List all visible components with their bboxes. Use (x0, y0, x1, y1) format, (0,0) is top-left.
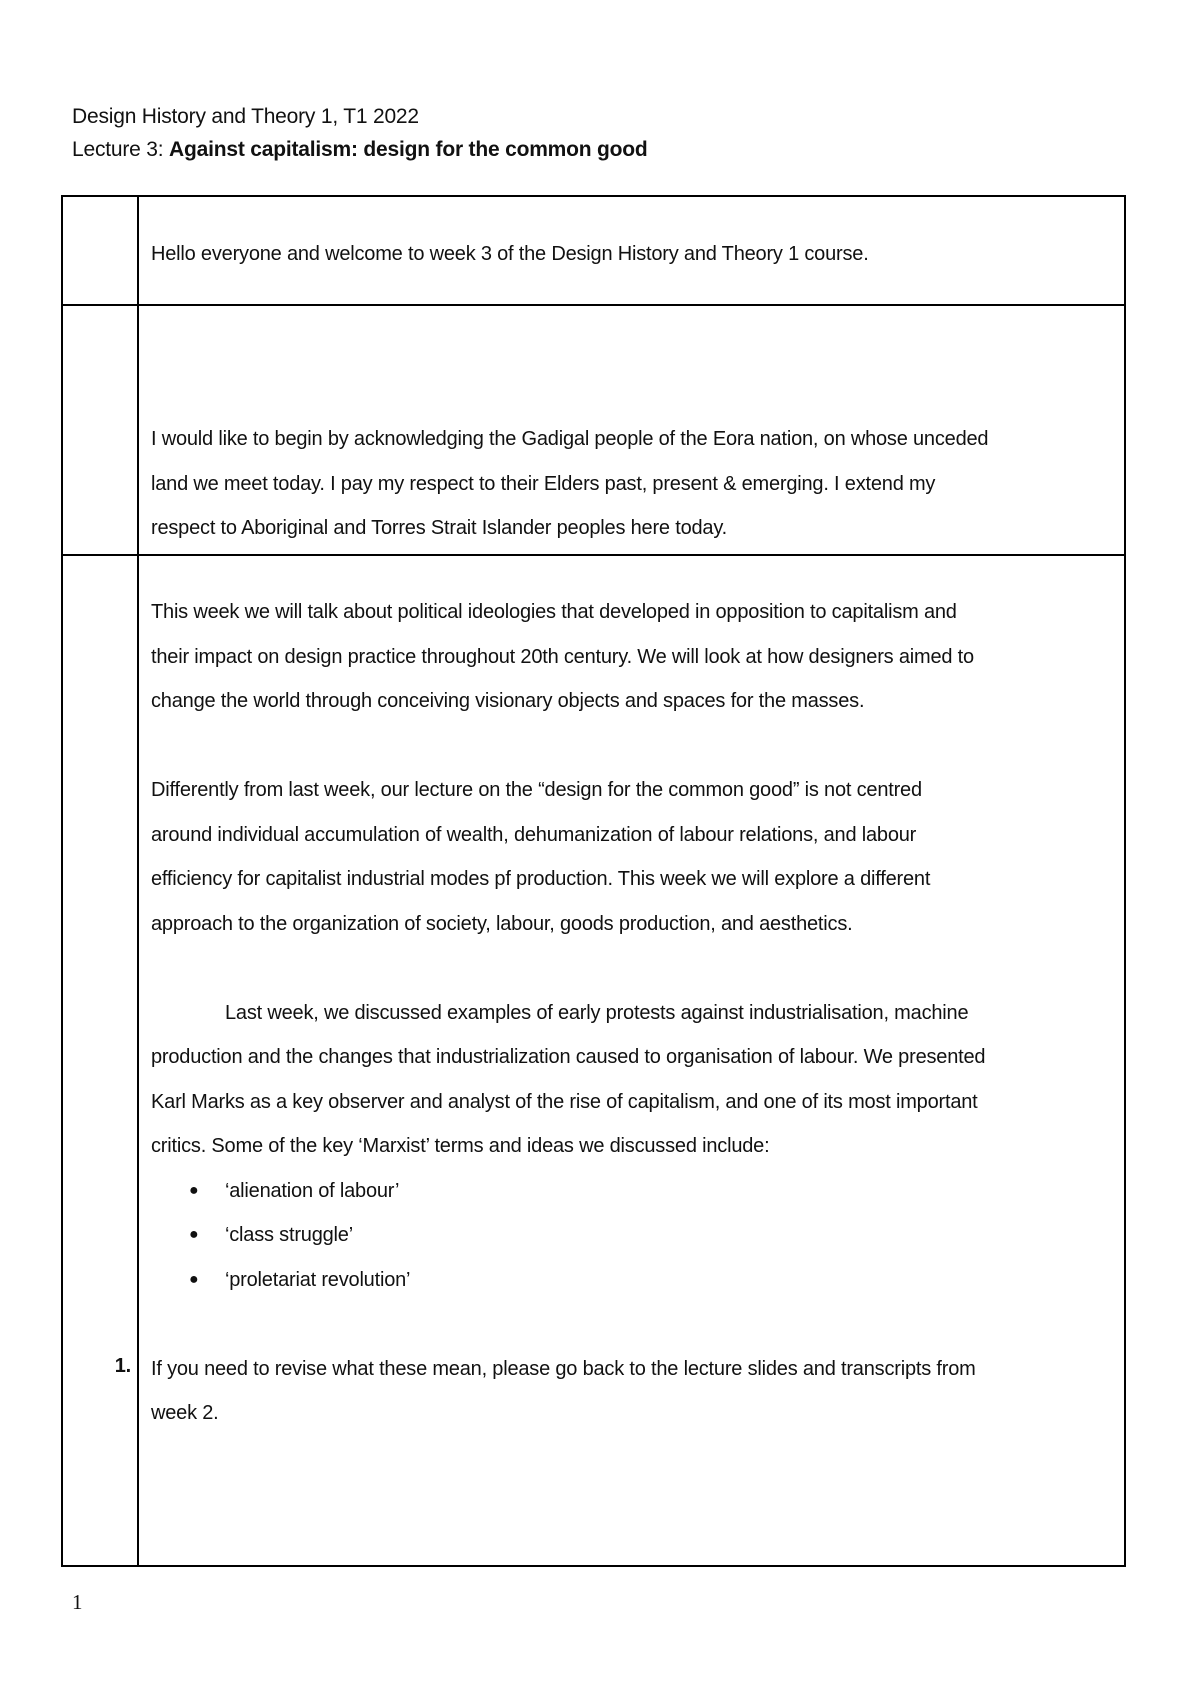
paragraph-line (151, 991, 1108, 1036)
list-item (151, 1169, 1108, 1214)
paragraph-line: approach to the organization of society, labour, goods production, and aesthetics. (151, 912, 853, 935)
table-row (62, 305, 1125, 555)
list-item-text: ‘proletariat revolution’ (225, 1268, 411, 1291)
lecture-line (72, 133, 648, 166)
acknowledgement-line: land we meet today. I pay my respect to their Elders past, present & emerging. I extend my (151, 472, 936, 495)
row-text-cell (138, 555, 1125, 1566)
paragraph-line: efficiency for capitalist industrial modes pf production. This week we will explore a different (151, 868, 931, 890)
marxist-terms-list (151, 1169, 1108, 1303)
table-row (62, 196, 1125, 305)
row-text-cell (138, 305, 1125, 555)
paragraph-line: This week we will talk about political ideologies that developed in opposition to capitalism and (151, 601, 957, 623)
row-number: 1. (114, 1355, 131, 1377)
row-number-cell (62, 196, 138, 305)
paragraph-line: their impact on design practice throughout 20th century. We will look at how designers aimed to (151, 645, 974, 668)
acknowledgement-line: respect to Aboriginal and Torres Strait Islander peoples here today. (151, 517, 728, 539)
paragraph-line: Differently from last week, our lecture on the “design for the common good” is not centred (151, 779, 922, 801)
paragraph-line-text: Last week, we discussed examples of early protests against industrialisation, machine (225, 1001, 969, 1024)
paragraph-line: If you need to revise what these mean, please go back to the lecture slides and transcripts from (151, 1357, 976, 1380)
course-line: Design History and Theory 1, T1 2022 (72, 105, 419, 128)
row-number-cell (62, 305, 138, 555)
paragraph-line: around individual accumulation of wealth, dehumanization of labour relations, and labour (151, 823, 917, 846)
paragraph-line: critics. Some of the key ‘Marxist’ terms and ideas we discussed include: (151, 1135, 770, 1157)
bullet-icon: ● (189, 1181, 199, 1199)
list-item (151, 1213, 1108, 1258)
paragraph-line: change the world through conceiving visionary objects and spaces for the masses. (151, 690, 865, 712)
table-row (62, 555, 1125, 1566)
list-item-text: ‘alienation of labour’ (225, 1179, 400, 1202)
acknowledgement-line: I would like to begin by acknowledging the Gadigal people of the Eora nation, on whose unceded (151, 428, 989, 450)
document-header (72, 100, 648, 166)
paragraph-line: production and the changes that industrialization caused to organisation of labour. We presented (151, 1046, 986, 1068)
paragraph-line: week 2. (151, 1402, 219, 1424)
transcript-table (61, 195, 1126, 1567)
row-text-cell (138, 196, 1125, 305)
paragraph-line: Karl Marks as a key observer and analyst of the rise of capitalism, and one of its most important (151, 1090, 978, 1113)
page-number: 1 (72, 1590, 83, 1614)
lecture-title: Against capitalism: design for the common good (169, 138, 648, 161)
lecture-prefix: Lecture 3: (72, 138, 170, 161)
list-item-text: ‘class struggle’ (225, 1224, 353, 1246)
welcome-text: Hello everyone and welcome to week 3 of the Design History and Theory 1 course. (151, 243, 869, 265)
bullet-icon: ● (189, 1226, 199, 1243)
bullet-icon: ● (189, 1270, 199, 1288)
list-item (151, 1258, 1108, 1303)
row-number-cell (62, 555, 138, 1566)
